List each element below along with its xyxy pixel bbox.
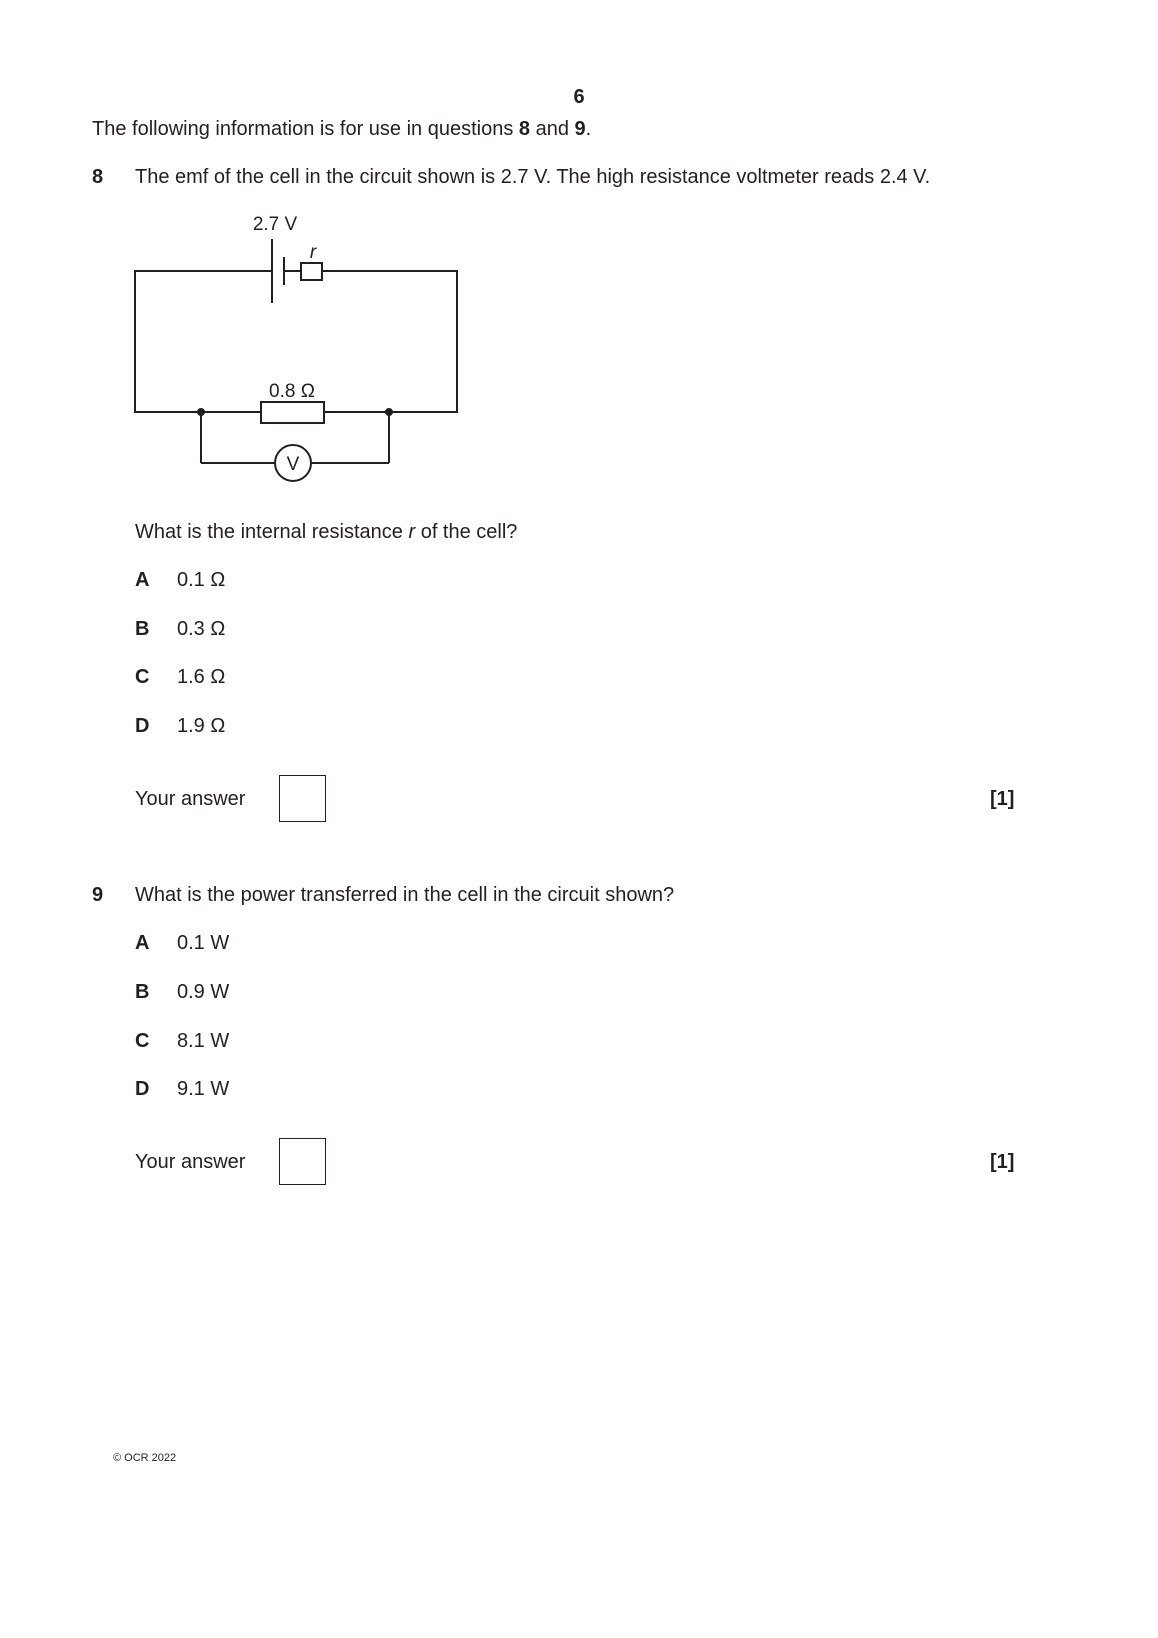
- q9-stem: What is the power transferred in the cell in the circuit shown?: [135, 884, 675, 906]
- q8-option-a-letter: A: [135, 569, 150, 591]
- q8-question-after: of the cell?: [415, 521, 518, 543]
- q9-number: 9: [92, 884, 104, 906]
- q8-option-b-value: 0.3 Ω: [177, 618, 226, 640]
- intro-period: .: [585, 118, 592, 140]
- q8-option-b-letter: B: [135, 618, 150, 640]
- voltmeter-label: V: [286, 454, 300, 475]
- q9-answer-label: Your answer: [135, 1151, 246, 1173]
- page-number: 6: [573, 86, 585, 108]
- q9-option-c-letter: C: [135, 1030, 150, 1052]
- q9-option-a-value: 0.1 W: [177, 932, 230, 954]
- q8-marks: [1]: [990, 788, 1015, 810]
- copyright-footer: © OCR 2022: [113, 1452, 177, 1464]
- q8-option-c-letter: C: [135, 666, 150, 688]
- internal-resistance-label: r: [309, 242, 317, 263]
- q8-question: [135, 520, 517, 544]
- q9-option-b-letter: B: [135, 981, 150, 1003]
- intro-text-before: The following information is for use in questions: [92, 118, 519, 140]
- intro-and: and: [530, 118, 575, 140]
- q8-question-var: r: [408, 521, 416, 543]
- resistor-label: 0.8 Ω: [269, 381, 315, 402]
- q9-option-c-value: 8.1 W: [177, 1030, 230, 1052]
- q8-number: 8: [92, 166, 104, 188]
- internal-resistor: [301, 263, 322, 280]
- q9-answer-box[interactable]: [279, 1138, 326, 1185]
- q8-question-before: What is the internal resistance: [135, 521, 409, 543]
- junction-right: [385, 408, 393, 416]
- q9-marks: [1]: [990, 1151, 1015, 1173]
- resistor-0-8-ohm: [261, 402, 324, 423]
- intro-question-b: 9: [574, 118, 586, 140]
- junction-left: [197, 408, 205, 416]
- q8-answer-box[interactable]: [279, 775, 326, 822]
- intro-text: [92, 117, 591, 141]
- cell-emf-label: 2.7 V: [252, 214, 298, 235]
- q9-option-b-value: 0.9 W: [177, 981, 230, 1003]
- q9-option-d-letter: D: [135, 1078, 150, 1100]
- q8-option-c-value: 1.6 Ω: [177, 666, 226, 688]
- q8-option-a-value: 0.1 Ω: [177, 569, 226, 591]
- q9-option-d-value: 9.1 W: [177, 1078, 230, 1100]
- q8-option-d-value: 1.9 Ω: [177, 715, 226, 737]
- intro-question-a: 8: [518, 118, 531, 140]
- q8-answer-label: Your answer: [135, 788, 246, 810]
- circuit-diagram: [125, 205, 470, 490]
- q8-option-d-letter: D: [135, 715, 150, 737]
- q8-stem: The emf of the cell in the circuit shown is 2.7 V. The high resistance voltmeter reads 2.4 V.: [135, 166, 931, 188]
- q9-option-a-letter: A: [135, 932, 150, 954]
